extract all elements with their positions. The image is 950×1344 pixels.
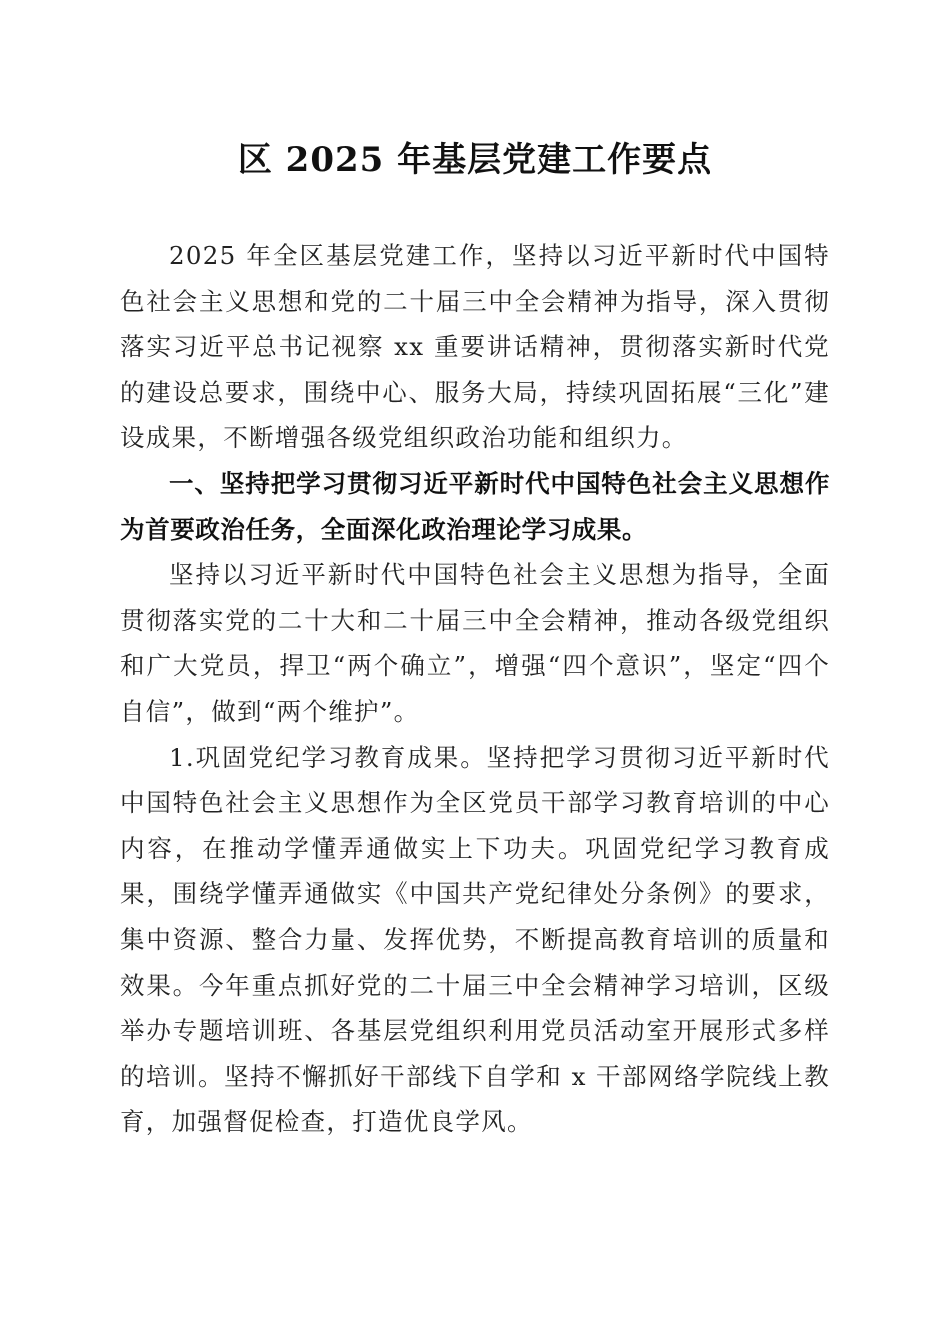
item-1-paragraph: 1.巩固党纪学习教育成果。坚持把学习贯彻习近平新时代中国特色社会主义思想作为全区党员干部学习教育培训的中心内容，在推动学懂弄通做实上下功夫。巩固党纪学习教育成果，围绕学懂弄通做实《中国共产党纪律处分条例》的要求，集中资源、整合力量、发挥优势，不断提高教育培训的质量和效果。今年重点抓好党的二十届三中全会精神学习培训，区级举办专题培训班、各基层党组织利用党员活动室开展形式多样的培训。坚持不懈抓好干部线下自学和 x 干部网络学院线上教育，加强督促检查，打造优良学风。 bbox=[120, 742, 830, 1137]
section-1-paragraph: 坚持以习近平新时代中国特色社会主义思想为指导，全面贯彻落实党的二十大和二十届三中全会精神，推动各级党组织和广大党员，捍卫“两个确立”，增强“四个意识”，坚定“四个自信”，做到“两个维护”。 bbox=[120, 560, 830, 726]
document-title: 区 2025 年基层党建工作要点 bbox=[237, 140, 713, 180]
section-heading-1: 一、坚持把学习贯彻习近平新时代中国特色社会主义思想作为首要政治任务，全面深化政治理论学习成果。 bbox=[120, 468, 830, 544]
intro-paragraph: 2025 年全区基层党建工作，坚持以习近平新时代中国特色社会主义思想和党的二十届三中全会精神为指导，深入贯彻落实习近平总书记视察 xx 重要讲话精神，贯彻落实新时代党的建设总要求，围绕中心、服务大局，持续巩固拓展“三化”建设成果，不断增强各级党组织政治功能和组织力。 bbox=[120, 241, 830, 453]
document-body bbox=[120, 233, 830, 1145]
